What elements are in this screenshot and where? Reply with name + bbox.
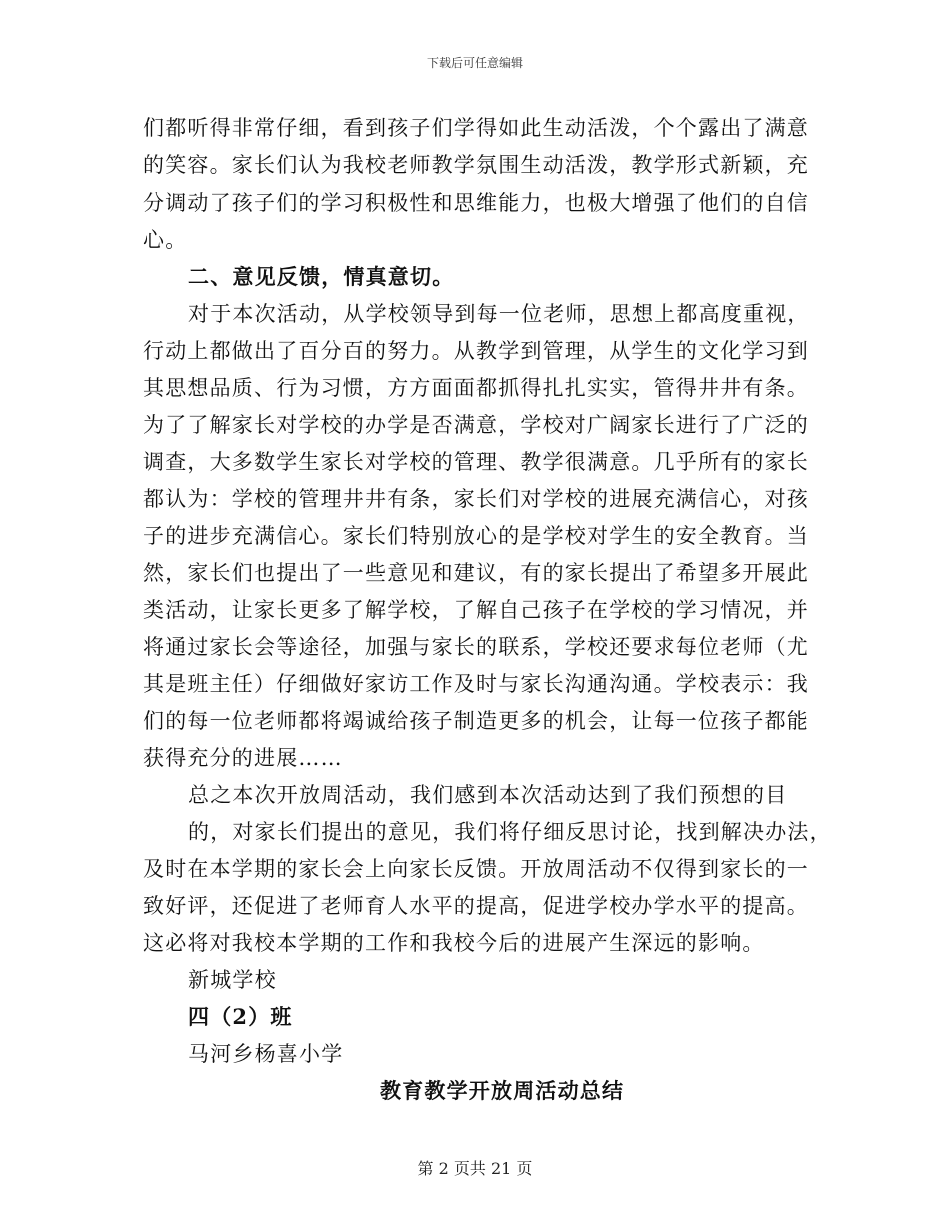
signature-school-2: 马河乡杨喜小学 [188, 1042, 344, 1066]
signature-class: 四（2）班 [188, 1004, 293, 1029]
paragraph-line: 的笑容。家长们认为我校老师教学氛围生动活泼，教学形式新颖，充 [143, 153, 809, 177]
paragraph-line: 调查，大多数学生家长对学校的管理、教学很满意。几乎所有的家长 [143, 450, 809, 474]
paragraph-line: 然，家长们也提出了一些意见和建议，有的家长提出了希望多开展此 [143, 561, 809, 585]
paragraph-line: 分调动了孩子们的学习积极性和思维能力，也极大增强了他们的自信 [143, 191, 809, 215]
paragraph-line: 都认为：学校的管理井井有条，家长们对学校的进展充满信心，对孩 [143, 487, 809, 511]
paragraph-line: 对于本次活动，从学校领导到每一位老师，思想上都高度重视， [188, 302, 810, 326]
page-footer: 第 2 页共 21 页 [417, 1159, 533, 1178]
paragraph-line: 获得充分的进展…… [143, 746, 343, 770]
paragraph-line: 将通过家长会等途径，加强与家长的联系，学校还要求每位老师（尤 [143, 635, 809, 659]
paragraph-line: 类活动，让家长更多了解学校，了解自己孩子在学校的学习情况，并 [143, 598, 809, 622]
paragraph-line: 总之本次开放周活动，我们感到本次活动达到了我们预想的目 [188, 783, 788, 807]
paragraph-line: 及时在本学期的家长会上向家长反馈。开放周活动不仅得到家长的一 [143, 857, 809, 881]
paragraph-line: 其是班主任）仔细做好家访工作及时与家长沟通沟通。学校表示：我 [143, 672, 809, 696]
paragraph-line: 致好评，还促进了老师育人水平的提高，促进学校办学水平的提高。 [143, 894, 809, 918]
page-header: 下载后可任意编辑 [426, 56, 523, 70]
paragraph-line: 为了了解家长对学校的办学是否满意，学校对广阔家长进行了广泛的 [143, 413, 809, 437]
paragraph-line: 行动上都做出了百分百的努力。从教学到管理，从学生的文化学习到 [143, 339, 809, 363]
section-heading: 二、意见反馈，情真意切。 [188, 264, 455, 289]
paragraph-line: 们的每一位老师都将竭诚给孩子制造更多的机会，让每一位孩子都能 [143, 709, 809, 733]
document-title: 教育教学开放周活动总结 [380, 1078, 625, 1103]
paragraph-line: 这必将对我校本学期的工作和我校今后的进展产生深远的影响。 [143, 931, 765, 955]
paragraph-line: 的，对家长们提出的意见，我们将仔细反思讨论，找到解决办法， [188, 820, 832, 844]
paragraph-line: 子的进步充满信心。家长们特别放心的是学校对学生的安全教育。当 [143, 524, 809, 548]
signature-school: 新城学校 [188, 968, 277, 992]
paragraph-line: 们都听得非常仔细，看到孩子们学得如此生动活泼，个个露出了满意 [143, 116, 809, 140]
paragraph-line: 心。 [143, 228, 188, 252]
paragraph-line: 其思想品质、行为习惯，方方面面都抓得扎扎实实，管得井井有条。 [143, 376, 809, 400]
